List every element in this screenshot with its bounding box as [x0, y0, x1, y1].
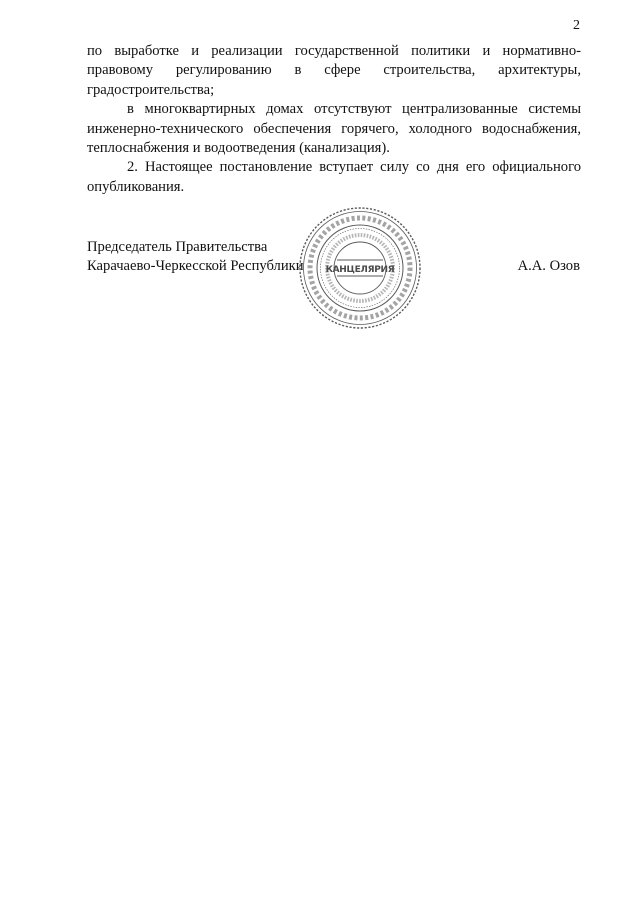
paragraph-effective-date: 2. Настоящее постановление вступает силу со дня его официального опубликования. [87, 159, 581, 195]
seal-stamp-graphic [297, 205, 423, 331]
signer-name: А.А. Озов [517, 258, 580, 274]
paragraph-continuation: по выработке и реализации государственной политики и нормативно-правовому регулированию в сфере строительства, архитектуры, градостроительства; [87, 43, 581, 98]
official-seal [297, 205, 423, 331]
signature-block [87, 238, 304, 277]
page-number: 2 [573, 18, 580, 33]
paragraph-apartment-buildings: в многоквартирных домах отсутствуют централизованные системы инженерно-технического обеспечения горячего, холодного водоснабжения, теплоснабжения и водоотведения (канализация). [87, 101, 581, 157]
seal-center-text: КАНЦЕЛЯРИЯ [325, 265, 395, 275]
signer-title-line2: Карачаево-Черкесской Республики [87, 258, 304, 275]
body-text [87, 42, 581, 197]
signer-title-line1: Председатель Правительства [87, 239, 268, 255]
